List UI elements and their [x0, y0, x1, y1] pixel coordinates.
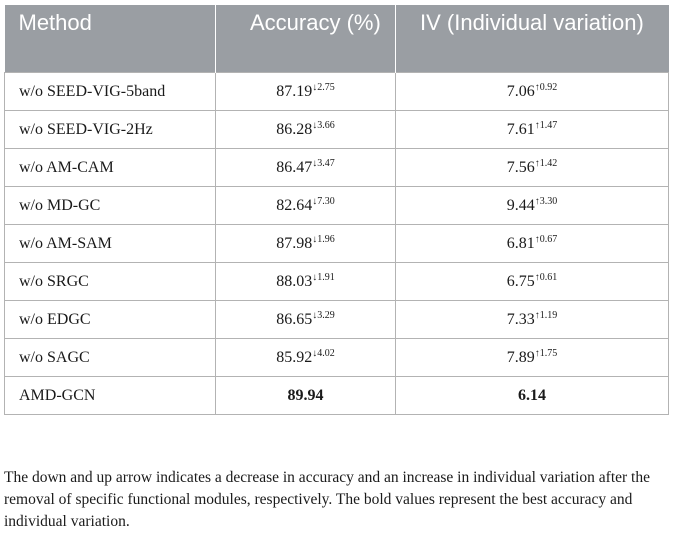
iv-value: 7.89 [506, 348, 535, 366]
accuracy-cell [216, 111, 396, 149]
accuracy-cell [216, 149, 396, 187]
method-cell: w/o SRGC [5, 263, 216, 301]
best-iv-cell: 6.14 [396, 377, 669, 415]
table-row-final [5, 377, 669, 415]
iv-value: 6.75 [506, 272, 535, 290]
iv-cell [396, 225, 669, 263]
method-cell: AMD-GCN [5, 377, 216, 415]
iv-delta: ↑3.30 [534, 195, 558, 207]
iv-delta: ↑0.67 [534, 233, 558, 245]
header-method: Method [5, 5, 216, 73]
method-cell: w/o MD-GC [5, 187, 216, 225]
accuracy-value: 86.28 [276, 120, 313, 138]
best-accuracy-cell: 89.94 [216, 377, 396, 415]
header-individual-variation: IV (Individual variation) [396, 5, 669, 73]
results-table-container [4, 5, 668, 415]
iv-value: 7.06 [506, 82, 535, 100]
accuracy-delta: ↓4.02 [312, 347, 335, 359]
iv-delta: ↑1.19 [534, 309, 558, 321]
ablation-results-table [4, 5, 669, 415]
accuracy-value: 85.92 [276, 348, 313, 366]
iv-delta: ↑0.92 [534, 81, 558, 93]
iv-delta: ↑1.47 [534, 119, 558, 131]
table-body [5, 73, 669, 415]
table-row [5, 73, 669, 111]
iv-delta: ↑0.61 [534, 271, 558, 283]
table-header [5, 5, 669, 73]
table-row [5, 149, 669, 187]
accuracy-delta: ↓1.91 [312, 271, 335, 283]
table-row [5, 187, 669, 225]
iv-value: 7.33 [506, 310, 535, 328]
iv-cell [396, 187, 669, 225]
table-row [5, 225, 669, 263]
iv-cell [396, 73, 669, 111]
accuracy-value: 86.47 [276, 158, 313, 176]
accuracy-cell [216, 73, 396, 111]
iv-value: 7.61 [506, 120, 535, 138]
accuracy-value: 86.65 [276, 310, 313, 328]
iv-cell [396, 149, 669, 187]
accuracy-cell [216, 339, 396, 377]
accuracy-delta: ↓3.29 [312, 309, 335, 321]
accuracy-cell [216, 263, 396, 301]
accuracy-delta: ↓3.47 [312, 157, 335, 169]
iv-cell [396, 263, 669, 301]
iv-delta: ↑1.75 [534, 347, 558, 359]
accuracy-delta: ↓2.75 [312, 81, 335, 93]
method-cell: w/o EDGC [5, 301, 216, 339]
accuracy-delta: ↓7.30 [312, 195, 335, 207]
method-cell: w/o AM-CAM [5, 149, 216, 187]
accuracy-cell [216, 225, 396, 263]
table-footnote: The down and up arrow indicates a decrease in accuracy and an increase in individual variation after the removal of specific functional modules, respectively. The bold values represent the best accuracy and individual variation. [4, 469, 650, 530]
method-cell: w/o SAGC [5, 339, 216, 377]
accuracy-cell [216, 301, 396, 339]
iv-cell [396, 111, 669, 149]
header-accuracy: Accuracy (%) [216, 5, 396, 73]
iv-value: 6.81 [506, 234, 535, 252]
accuracy-value: 88.03 [276, 272, 313, 290]
method-cell: w/o SEED-VIG-5band [5, 73, 216, 111]
iv-cell [396, 301, 669, 339]
iv-value: 9.44 [506, 196, 535, 214]
iv-value: 7.56 [506, 158, 535, 176]
accuracy-value: 87.19 [276, 82, 313, 100]
iv-delta: ↑1.42 [534, 157, 558, 169]
iv-cell [396, 339, 669, 377]
accuracy-delta: ↓1.96 [312, 233, 335, 245]
method-cell: w/o SEED-VIG-2Hz [5, 111, 216, 149]
accuracy-cell [216, 187, 396, 225]
table-row [5, 301, 669, 339]
table-row [5, 263, 669, 301]
accuracy-value: 87.98 [276, 234, 313, 252]
table-row [5, 339, 669, 377]
accuracy-delta: ↓3.66 [312, 119, 335, 131]
table-row [5, 111, 669, 149]
method-cell: w/o AM-SAM [5, 225, 216, 263]
accuracy-value: 82.64 [276, 196, 313, 214]
